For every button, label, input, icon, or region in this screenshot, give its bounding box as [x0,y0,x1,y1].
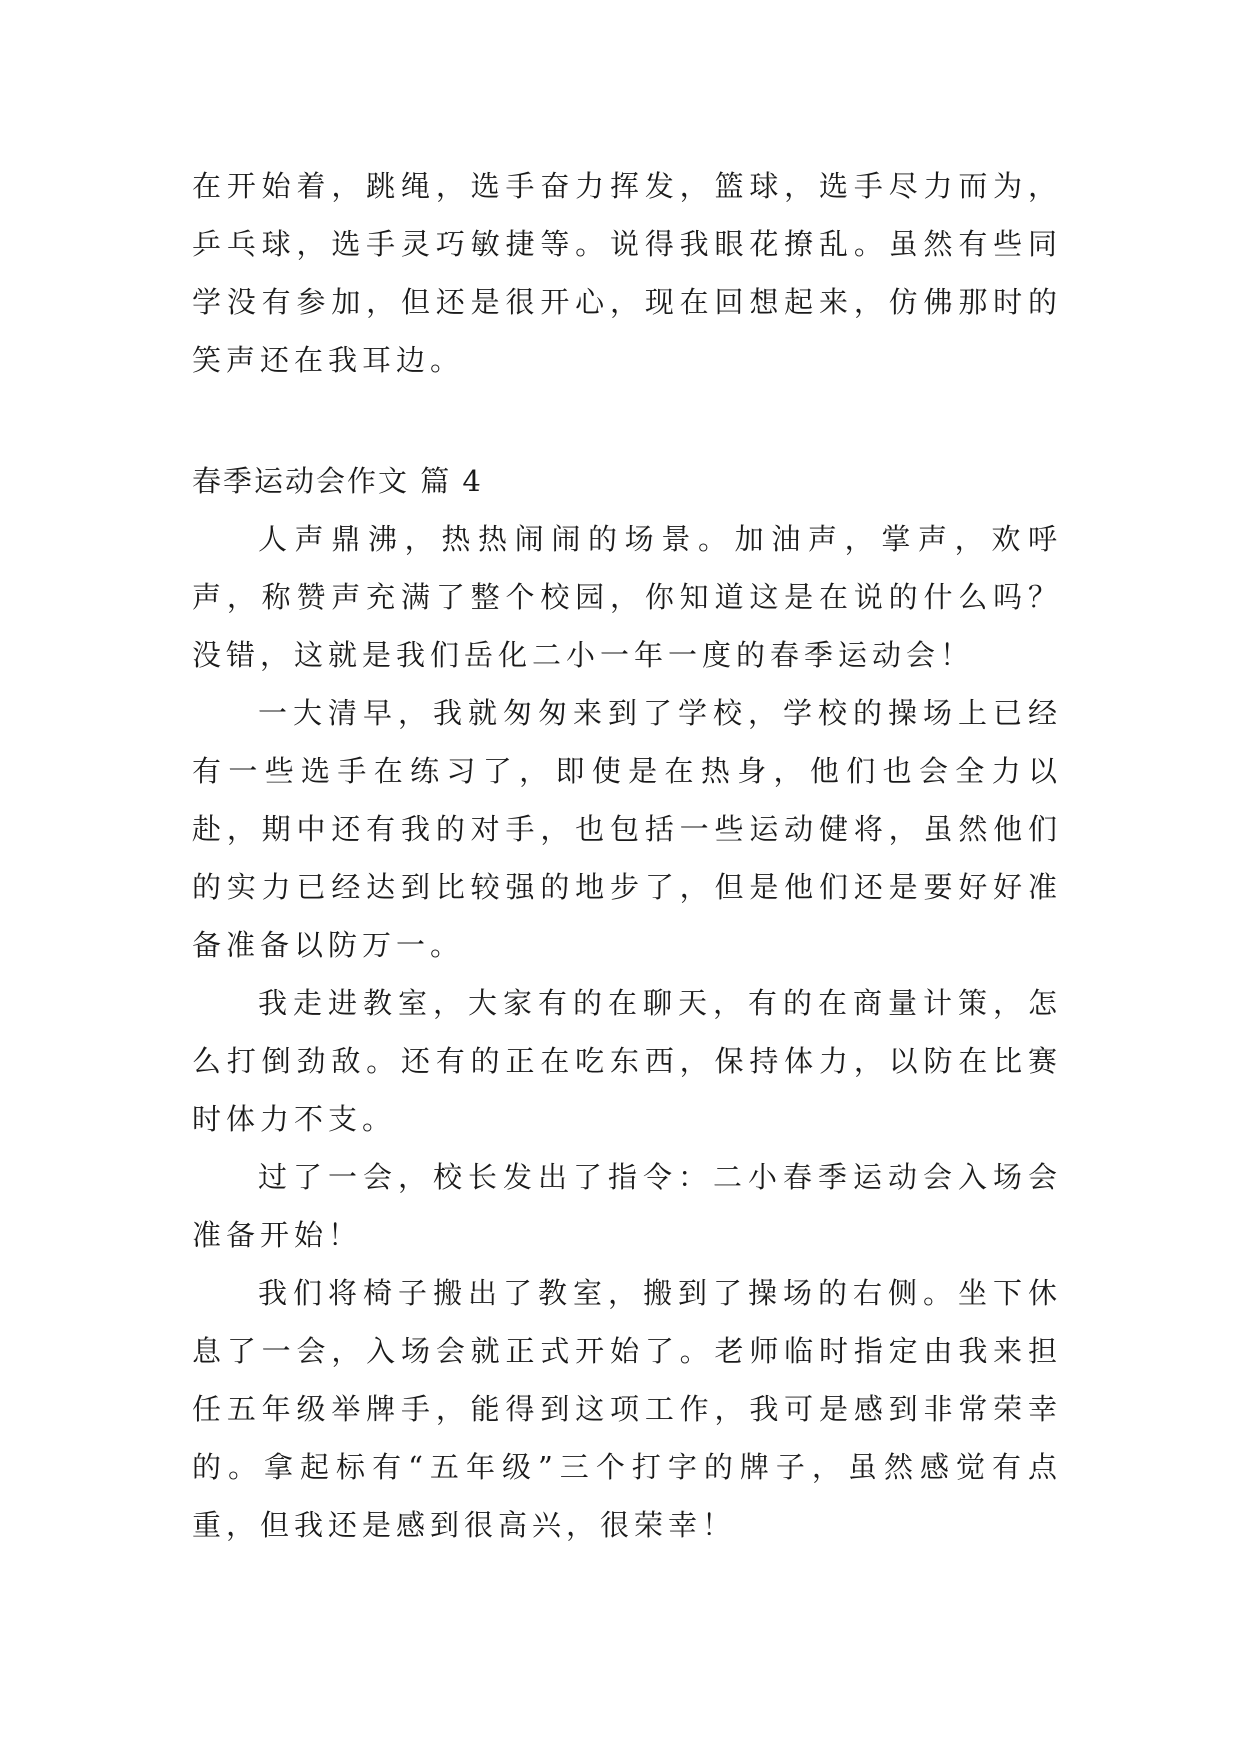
paragraph: 一大清早，我就匆匆来到了学校，学校的操场上已经有一些选手在练习了，即使是在热身，他们也会全力以赴，期中还有我的对手，也包括一些运动健将，虽然他们的实力已经达到比较强的地步了，但是他们还是要好好准备准备以防万一。 [192,696,1062,962]
continued-paragraph: 在开始着，跳绳，选手奋力挥发，篮球，选手尽力而为，乒乓球，选手灵巧敏捷等。说得我眼花撩乱。虽然有些同学没有参加，但还是很开心，现在回想起来，仿佛那时的笑声还在我耳边。 [192,169,1062,377]
continued-text-block [192,157,1062,389]
section-body [192,510,1062,1554]
paragraph: 我们将椅子搬出了教室，搬到了操场的右侧。坐下休息了一会，入场会就正式开始了。老师临时指定由我来担任五年级举牌手，能得到这项工作，我可是感到非常荣幸的。拿起标有“五年级”三个打字的牌子，虽然感觉有点重，但我还是感到很高兴，很荣幸！ [192,1276,1062,1542]
paragraph: 过了一会，校长发出了指令：二小春季运动会入场会准备开始！ [192,1160,1062,1252]
section-heading: 春季运动会作文 篇 4 [192,464,483,498]
paragraph: 人声鼎沸，热热闹闹的场景。加油声，掌声，欢呼声，称赞声充满了整个校园，你知道这是在说的什么吗？没错，这就是我们岳化二小一年一度的春季运动会！ [192,522,1062,672]
paragraph: 我走进教室，大家有的在聊天，有的在商量计策，怎么打倒劲敌。还有的正在吃东西，保持体力，以防在比赛时体力不支。 [192,986,1062,1136]
